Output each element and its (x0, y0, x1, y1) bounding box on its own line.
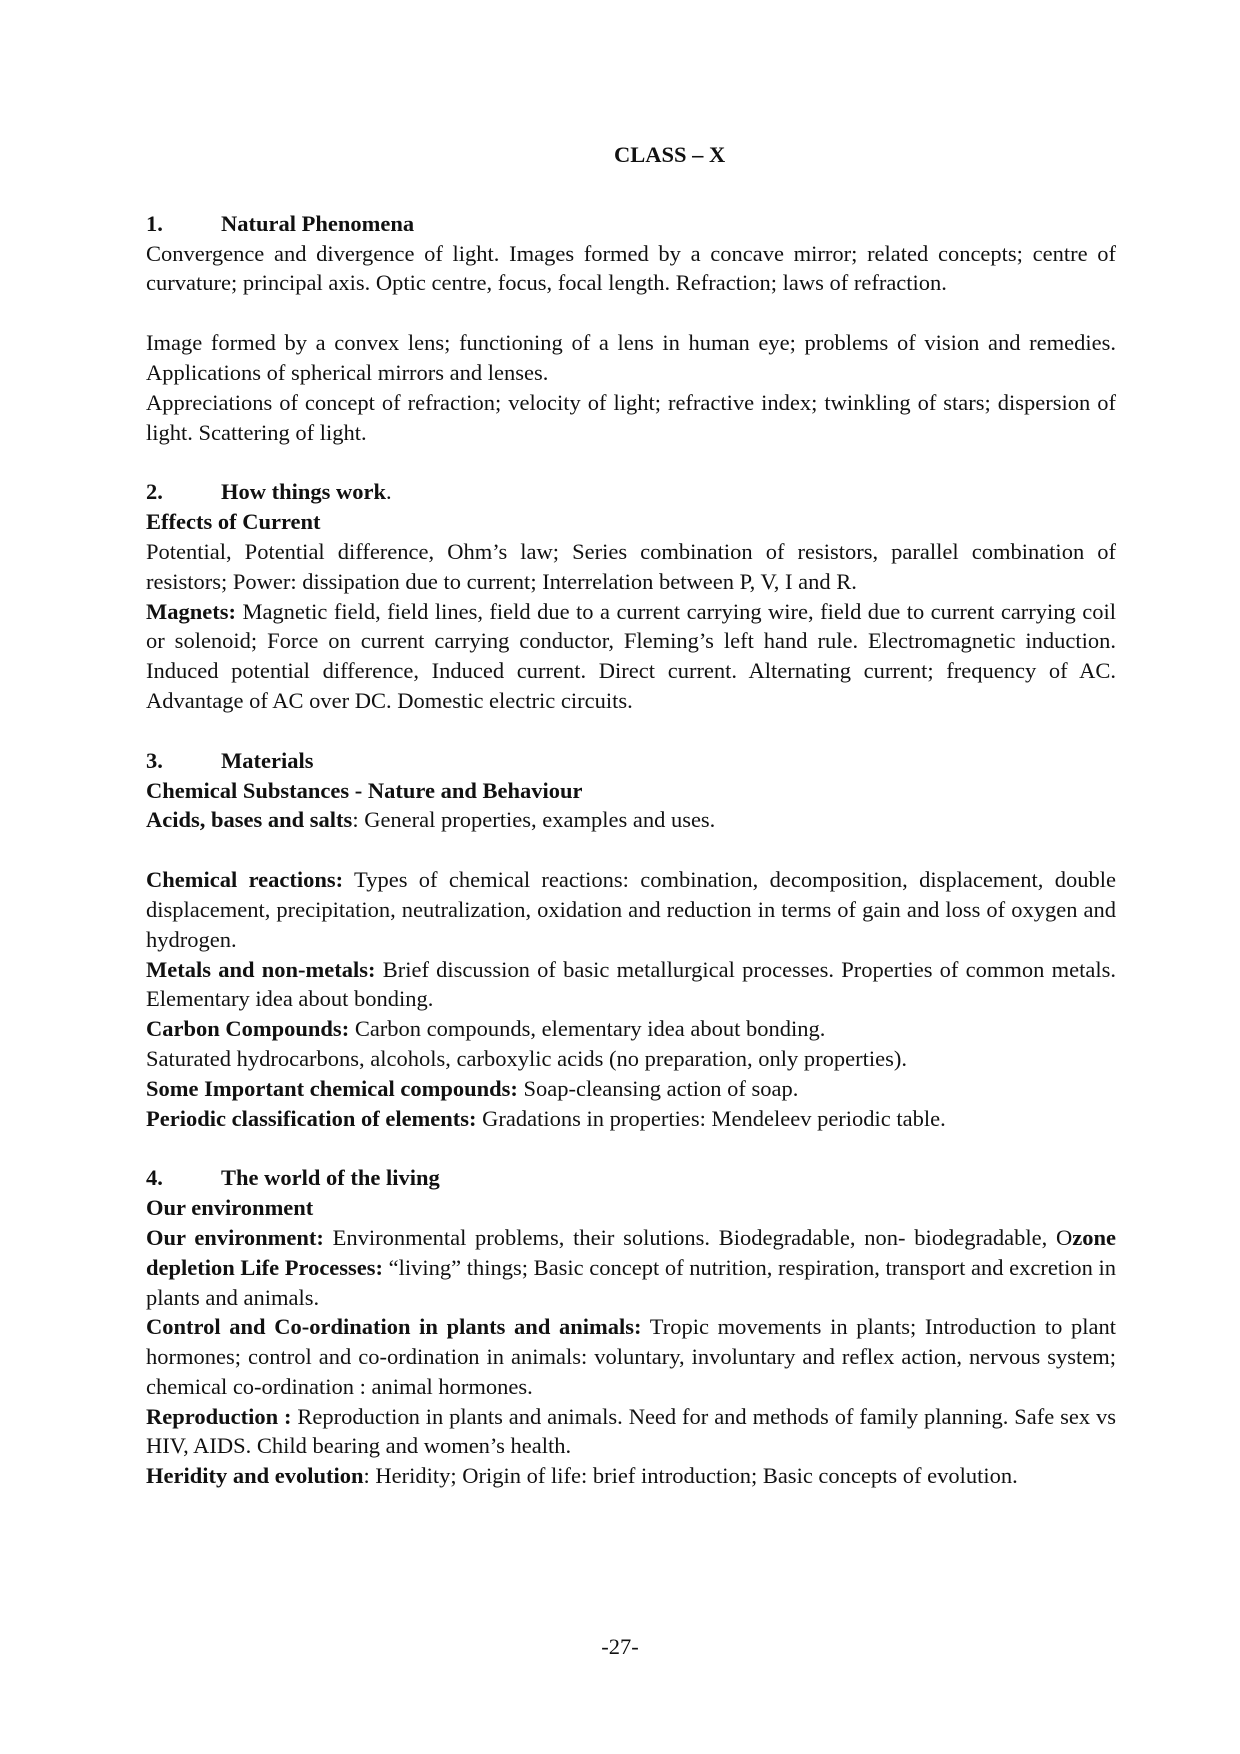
section-title: The world of the living (221, 1165, 440, 1191)
subheading: Our environment (146, 1195, 314, 1221)
paragraph: Heridity and evolution: Heridity; Origin of life: brief introduction; Basic concepts of evolution. (146, 1463, 1018, 1489)
paragraph: Metals and non-metals: Brief discussion of basic metallurgical processes. Properties of common metals. Elementary idea about bonding. (146, 956, 1116, 1012)
section-4-heading (146, 1163, 1116, 1193)
document-body (146, 140, 1116, 1491)
section-number: 3. (146, 747, 163, 773)
page-title: CLASS – X (614, 142, 726, 167)
paragraph: Some Important chemical compounds: Soap-cleansing action of soap. (146, 1075, 799, 1101)
page-number: -27- (601, 1634, 639, 1659)
paragraph: Image formed by a convex lens; functioning of a lens in human eye; problems of vision and remedies. Applications of spherical mirrors and lenses. (146, 330, 1116, 385)
paragraph: Appreciations of concept of refraction; velocity of light; refractive index; twinkling of stars; dispersion of light. Scattering of light. (146, 389, 1116, 445)
paragraph: Carbon Compounds: Carbon compounds, elementary idea about bonding. (146, 1016, 826, 1042)
paragraph: Control and Co-ordination in plants and animals: Tropic movements in plants; Introduction to plant hormones; control and co-ordination in animals: voluntary, involuntary and reflex action, nervous system; chemical co-ordination : animal hormones. (146, 1314, 1116, 1399)
paragraph: Magnets: Magnetic field, field lines, field due to a current carrying wire, field due to current carrying coil or solenoid; Force on current carrying conductor, Fleming’s left hand rule. Electromagnetic induction. Induced potential difference, Induced current. Direct current. Alternating current; frequency of AC. Advantage of AC over DC. Domestic electric circuits. (146, 598, 1116, 713)
paragraph: Potential, Potential difference, Ohm’s law; Series combination of resistors, parallel combination of resistors; Power: dissipation due to current; Interrelation between P, V, I and R. (146, 538, 1116, 594)
paragraph: Reproduction : Reproduction in plants and animals. Need for and methods of family planning. Safe sex vs HIV, AIDS. Child bearing and women’s health. (146, 1403, 1117, 1459)
section-number: 1. (146, 210, 163, 236)
section-title: Materials (221, 747, 314, 773)
subheading: Effects of Current (146, 509, 321, 535)
paragraph: Saturated hydrocarbons, alcohols, carboxylic acids (no preparation, only properties). (146, 1045, 908, 1071)
section-title: Natural Phenomena (221, 210, 415, 236)
section-1-heading (146, 209, 1116, 239)
paragraph: Periodic classification of elements: Gradations in properties: Mendeleev periodic table. (146, 1105, 946, 1131)
paragraph: Convergence and divergence of light. Images formed by a concave mirror; related concepts; centre of curvature; principal axis. Optic centre, focus, focal length. Refraction; laws of refraction. (146, 240, 1116, 296)
paragraph: Our environment: Environmental problems, their solutions. Biodegradable, non- biodegradable, Ozone depletion Life Processes: “living” things; Basic concept of nutrition, respiration, transport and excretion in plants and animals. (146, 1224, 1116, 1310)
section-number: 2. (146, 479, 163, 505)
paragraph: Chemical reactions: Types of chemical reactions: combination, decomposition, displacement, double displacement, precipitation, neutralization, oxidation and reduction in terms of gain and loss of oxygen and hydrogen. (146, 867, 1116, 952)
subheading: Chemical Substances - Nature and Behaviour (146, 777, 583, 803)
section-3-heading (146, 746, 1116, 776)
section-2-heading (146, 477, 1116, 507)
section-title: How things work. (221, 479, 392, 505)
paragraph: Acids, bases and salts: General properties, examples and uses. (146, 807, 716, 833)
section-number: 4. (146, 1165, 163, 1191)
